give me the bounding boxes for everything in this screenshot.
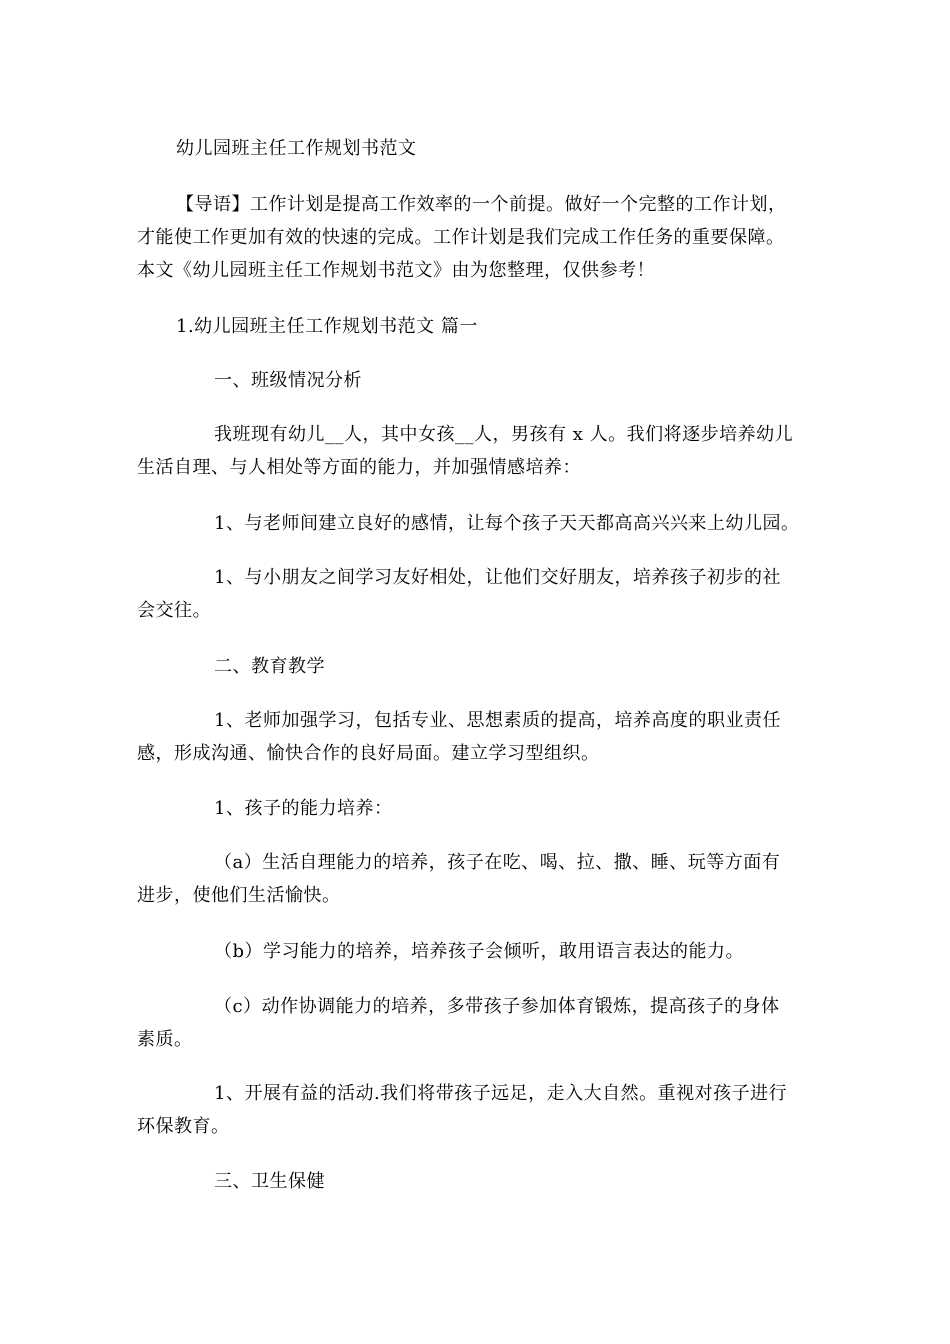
part2-sub-a-line-2: 进步，使他们生活愉快。: [137, 885, 341, 906]
part1-heading: 一、班级情况分析: [214, 370, 362, 391]
section-heading: 1.幼儿园班主任工作规划书范文 篇一: [176, 316, 478, 337]
part2-item-3-line-2: 环保教育。: [137, 1116, 230, 1137]
part1-item-2-line-1: 1、与小朋友之间学习友好相处，让他们交好朋友，培养孩子初步的社: [214, 567, 781, 588]
part2-sub-b: （b）学习能力的培养，培养孩子会倾听，敢用语言表达的能力。: [214, 941, 745, 962]
part2-sub-c-line-1: （c）动作协调能力的培养，多带孩子参加体育锻炼，提高孩子的身体: [214, 996, 780, 1017]
part2-sub-c-line-2: 素质。: [137, 1029, 193, 1050]
intro-line-1: 【导语】工作计划是提高工作效率的一个前提。做好一个完整的工作计划，: [176, 194, 787, 215]
part2-sub-a-line-1: （a）生活自理能力的培养，孩子在吃、喝、拉、撒、睡、玩等方面有: [214, 852, 781, 873]
intro-line-2: 才能使工作更加有效的快速的完成。工作计划是我们完成工作任务的重要保障。: [137, 227, 785, 248]
part2-item-1-line-1: 1、老师加强学习，包括专业、思想素质的提高，培养高度的职业责任: [214, 710, 781, 731]
intro-line-3: 本文《幼儿园班主任工作规划书范文》由为您整理，仅供参考！: [137, 260, 655, 281]
part1-para-line-1: 我班现有幼儿__人，其中女孩__人，男孩有 x 人。我们将逐步培养幼儿: [214, 424, 794, 445]
part3-heading: 三、卫生保健: [214, 1171, 325, 1192]
part2-item-3-line-1: 1、开展有益的活动.我们将带孩子远足，走入大自然。重视对孩子进行: [214, 1083, 788, 1104]
document-title: 幼儿园班主任工作规划书范文: [176, 138, 417, 159]
part2-item-1-line-2: 感，形成沟通、愉快合作的良好局面。建立学习型组织。: [137, 743, 600, 764]
part1-para-line-2: 生活自理、与人相处等方面的能力，并加强情感培养：: [137, 457, 581, 478]
part1-item-2-line-2: 会交往。: [137, 600, 211, 621]
part1-item-1: 1、与老师间建立良好的感情，让每个孩子天天都高高兴兴来上幼儿园。: [214, 513, 800, 534]
part2-heading: 二、教育教学: [214, 656, 325, 677]
part2-item-2: 1、孩子的能力培养：: [214, 798, 393, 819]
